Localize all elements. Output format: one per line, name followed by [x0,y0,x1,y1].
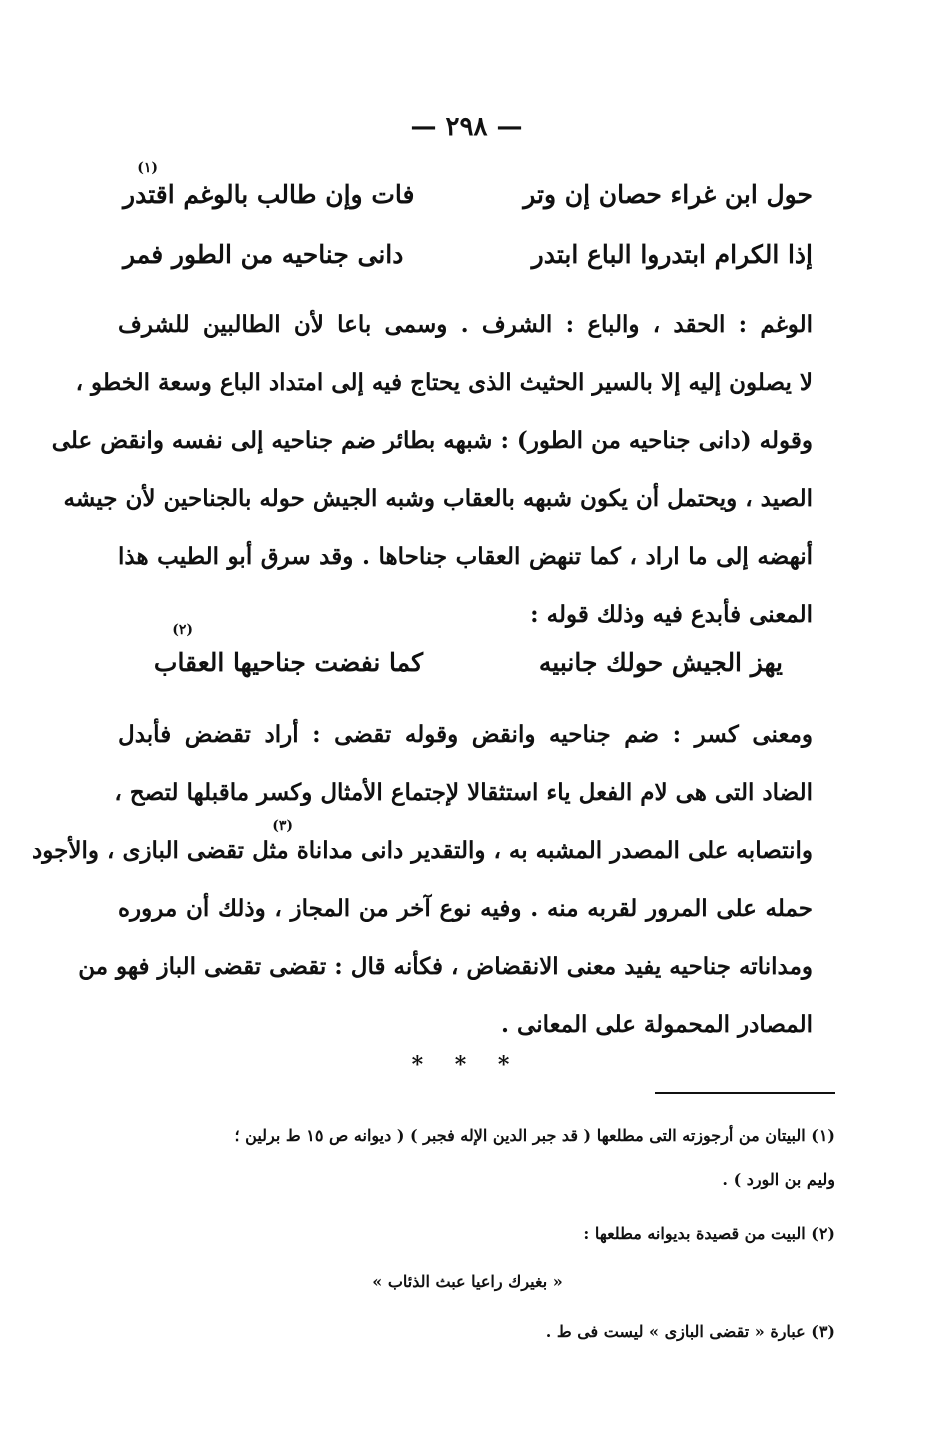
quoted-verse-second-hemistich: كما نفضت جناحيها العقاب [153,648,423,677]
commentary-paragraph-2 [32,706,813,1054]
verse-2-first-hemistich: إذا الكرام ابتدروا الباع ابتدر [531,240,813,269]
commentary-paragraph-1 [51,296,813,644]
footnote-1-line-2: وليم بن الورد ) . [722,1170,835,1189]
verse-2 [123,240,813,290]
paragraph-line: وقوله (دانى جناحيه من الطور) : شبهه بطائر ضم جناحيه إلى نفسه وانقض على [51,427,813,454]
verse-1-first-hemistich: حول ابن غراء حصان إن وتر [523,180,813,209]
paragraph-line: الوغم : الحقد ، والباع : الشرف . وسمى باعا لأن الطالبين للشرف [118,311,813,338]
paragraph-line: حمله على المرور لقربه منه . وفيه نوع آخر من المجاز ، وذلك أن مروره [118,895,813,922]
paragraph-line: الصيد ، ويحتمل أن يكون شبهه بالعقاب وشبه الجيش حوله بالجناحين لأن جيشه [63,485,813,512]
verse-1-second-hemistich: فات وإن طالب بالوغم اقتدر [123,180,415,209]
footnote-3: (٣) عبارة « تقضى البازى » ليست فى ط . [545,1322,835,1341]
footnote-1-line-1: (١) البيتان من أرجوزته التى مطلعها ( قد جبر الدين الإله فجبر ) ( ديوانه ص ١٥ ط برلين ؛ [234,1126,835,1145]
footnote-divider [655,1092,835,1094]
paragraph-line: المصادر المحمولة على المعانى . [501,1011,813,1038]
quoted-verse-first-hemistich: يهز الجيش حولك جانبيه [538,648,783,677]
section-separator-stars: * * * [411,1052,522,1078]
verse-2-second-hemistich: دانى جناحيه من الطور فمر [123,240,404,269]
paragraph-line: الضاد التى هى لام الفعل ياء استثقالا لإجتماع الأمثال وكسر ماقبلها لتصح ، [114,779,813,806]
quoted-verse [153,648,783,698]
page-number: — ٢٩٨ — [410,112,523,142]
paragraph-line: المعنى فأبدع فيه وذلك قوله : [530,601,813,628]
footnote-2: (٢) البيت من قصيدة بديوانه مطلعها : [583,1224,835,1243]
footnote-ref-1: (١) [137,160,158,176]
paragraph-line: ومداناته جناحيه يفيد معنى الانقضاض ، فكأنه قال : تقضى تقضى الباز فهو من [78,953,813,980]
footnote-ref-2: (٢) [172,622,193,638]
footnote-ref-3: (٣) [272,818,293,834]
paragraph-line: ومعنى كسر : ضم جناحيه وانقض وقوله تقضى : أراد تقضض فأبدل [118,721,813,748]
verse-1 [123,180,813,230]
paragraph-line: لا يصلون إليه إلا بالسير الحثيث الذى يحتاج فيه إلى امتداد الباع وسعة الخطو ، [75,369,813,396]
paragraph-line: أنهضه إلى ما اراد ، كما تنهض العقاب جناحاها . وقد سرق أبو الطيب هذا [118,543,813,570]
paragraph-line: وانتصابه على المصدر المشبه به ، والتقدير دانى مداناة مثل تقضى البازى ، والأجود [32,837,813,864]
footnote-2-quote: « بغيرك راعيا عبث الذئاب » [372,1272,563,1291]
